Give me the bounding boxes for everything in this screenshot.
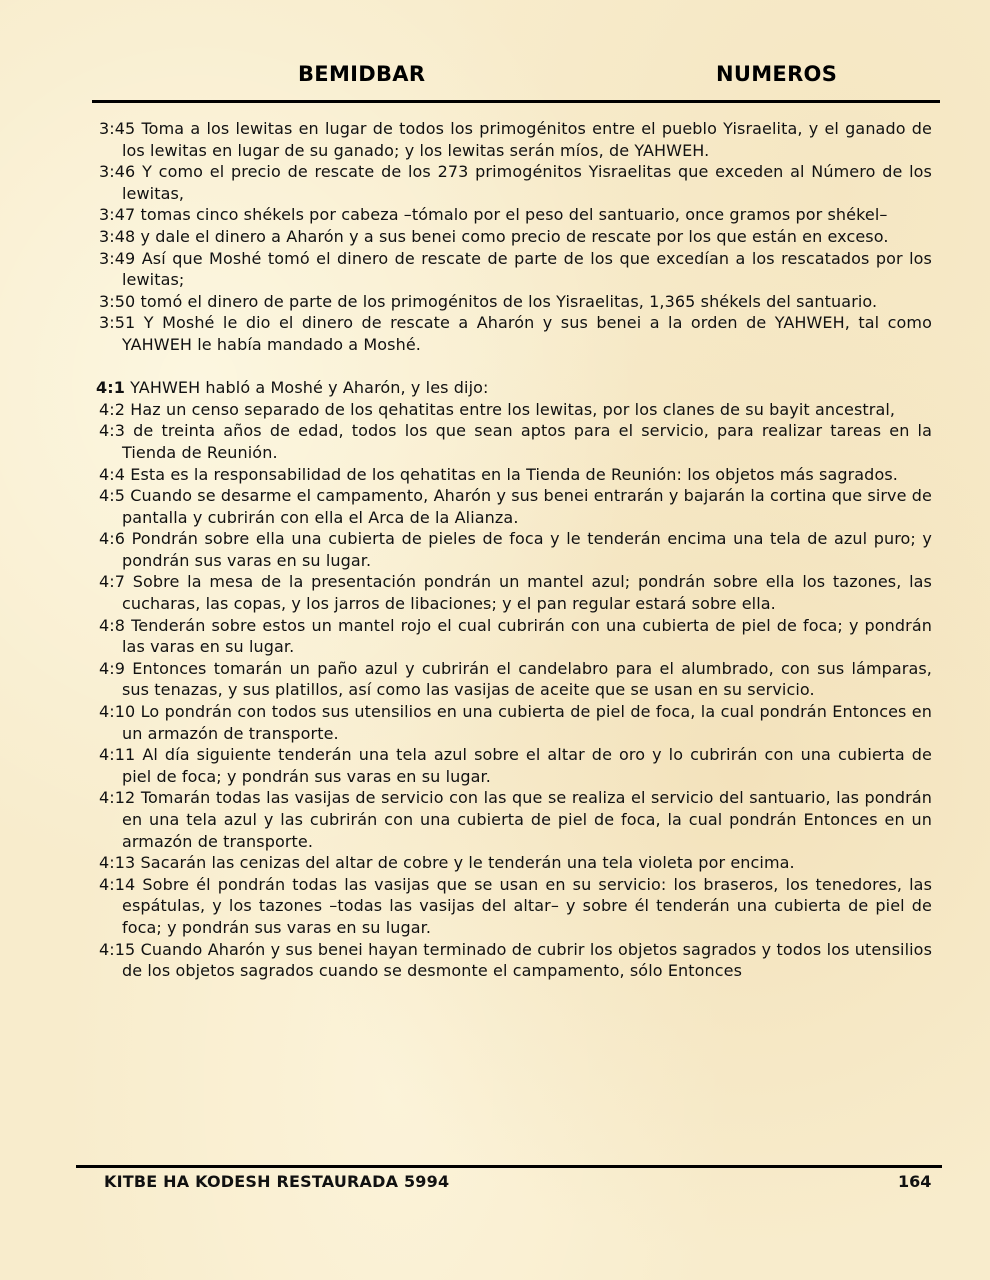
verse-text: Y como el precio de rescate de los 273 primogénitos Yisraelitas que exceden al Número de los lewitas, [122, 162, 932, 203]
verse-text: Toma a los lewitas en lugar de todos los primogénitos entre el pueblo Yisraelita, y el ganado de los lewitas en lugar de su ganado; y los lewitas serán míos, de YAHWEH. [122, 119, 932, 160]
verse [96, 939, 932, 982]
verse [96, 464, 932, 486]
verse-number: 4:12 [99, 788, 136, 808]
verse [96, 874, 932, 939]
verse [96, 226, 932, 248]
verse-text: de treinta años de edad, todos los que sean aptos para el servicio, para realizar tareas en la Tienda de Reunión. [122, 421, 932, 462]
verse-number: 3:51 [99, 313, 136, 333]
verse [96, 485, 932, 528]
verse [96, 161, 932, 204]
running-header-book-spanish: NUMEROS [716, 62, 838, 86]
verse-text: y dale el dinero a Aharón y a sus benei como precio de rescate por los que están en exceso. [140, 226, 889, 246]
verse-number: 3:45 [99, 119, 136, 138]
verse [96, 528, 932, 571]
verse-number: 4:2 [99, 399, 126, 419]
verse-number: 4:3 [99, 421, 126, 441]
verse-text: Así que Moshé tomó el dinero de rescate de parte de los que excedían a los rescatados por los lewitas; [122, 248, 932, 290]
verse [96, 204, 932, 226]
verse-text: Sobre él pondrán todas las vasijas que se usan en su servicio: los braseros, los tenedores, las espátulas, y los tazones –todas las vasijas del altar– y sobre él tenderán una cubierta de piel de foca; y pondrán sus varas en su lugar. [122, 874, 933, 937]
verse-number: 4:9 [99, 658, 126, 678]
verse-number: 4:7 [99, 572, 126, 592]
verse [96, 399, 932, 421]
chapter-verse-number: 4:1 [96, 378, 125, 398]
verse-text: Sobre la mesa de la presentación pondrán un mantel azul; pondrán sobre ella los tazones, las cucharas, las copas, y los jarros de libaciones; y el pan regular estará sobre ella. [122, 572, 932, 614]
verse-number: 4:15 [99, 939, 136, 959]
verse-text: Esta es la responsabilidad de los qehatitas en la Tienda de Reunión: los objetos más sagrados. [130, 464, 898, 484]
chapter-start-verse [96, 377, 932, 399]
scripture-body [96, 118, 932, 982]
footer-rule [76, 1165, 942, 1168]
verse [96, 248, 932, 291]
verse-text: Cuando Aharón y sus benei hayan terminado de cubrir los objetos sagrados y todos los utensilios de los objetos sagrados cuando se desmonte el campamento, sólo Entonces [122, 939, 933, 981]
verse [96, 852, 932, 874]
verse-text: Sacarán las cenizas del altar de cobre y le tenderán una tela violeta por encima. [140, 853, 795, 873]
verse-group-chapter-3 [96, 118, 932, 356]
verse-number: 3:48 [99, 226, 136, 246]
verse [96, 787, 932, 852]
verse-number: 4:11 [99, 745, 136, 765]
verse-number: 3:47 [99, 205, 136, 225]
verse [96, 615, 932, 658]
verse-number: 4:14 [99, 874, 136, 894]
verse-number: 3:50 [99, 291, 136, 311]
verse-number: 3:46 [99, 162, 136, 182]
verse-text: YAHWEH habló a Moshé y Aharón, y les dijo: [130, 378, 489, 398]
verse-text: Cuando se desarme el campamento, Aharón y sus benei entrarán y bajarán la cortina que sirve de pantalla y cubrirán con ella el Arca de la Alianza. [122, 486, 932, 527]
verse-number: 4:13 [99, 853, 136, 873]
verse-text: tomó el dinero de parte de los primogénitos de los Yisraelitas, 1,365 shékels del santuario. [140, 291, 878, 311]
verse [96, 658, 932, 701]
verse-text: Lo pondrán con todos sus utensilios en una cubierta de piel de foca, la cual pondrán Entonces en un armazón de transporte. [122, 702, 932, 743]
verse-text: tomas cinco shékels por cabeza –tómalo por el peso del santuario, once gramos por shékel– [140, 205, 888, 225]
verse-number: 4:10 [99, 702, 136, 722]
verse-text: Tenderán sobre estos un mantel rojo el cual cubrirán con una cubierta de piel de foca; y pondrán las varas en su lugar. [122, 615, 933, 657]
verse [96, 420, 932, 463]
chapter-spacer [96, 356, 932, 378]
verse-text: Y Moshé le dio el dinero de rescate a Aharón y sus benei a la orden de YAHWEH, tal como YAHWEH le había mandado a Moshé. [122, 313, 932, 354]
verse [96, 118, 932, 161]
verse-text: Entonces tomarán un paño azul y cubrirán el candelabro para el alumbrado, con sus lámparas, sus tenazas, y sus platillos, así como las vasijas de aceite que se usan en su servicio. [122, 658, 932, 700]
verse-text: Tomarán todas las vasijas de servicio con las que se realiza el servicio del santuario, las pondrán en una tela azul y las cubrirán con una cubierta de piel de foca, la cual pondrán Entonces en un armazón de transporte. [122, 788, 932, 851]
verse-number: 4:4 [99, 464, 126, 484]
verse [96, 744, 932, 787]
verse [96, 291, 932, 313]
verse-group-chapter-4 [96, 377, 932, 982]
verse-text: Haz un censo separado de los qehatitas entre los lewitas, por los clanes de su bayit ancestral, [130, 399, 896, 419]
verse-text: Pondrán sobre ella una cubierta de pieles de foca y le tenderán encima una tela de azul puro; y pondrán sus varas en su lugar. [122, 529, 933, 570]
verse [96, 571, 932, 614]
running-header-book-hebrew: BEMIDBAR [298, 62, 426, 86]
verse-number: 4:6 [99, 529, 126, 549]
footer-title: KITBE HA KODESH RESTAURADA 5994 [104, 1172, 450, 1191]
verse [96, 312, 932, 355]
verse-number: 3:49 [99, 248, 136, 268]
page-number: 164 [898, 1172, 932, 1191]
verse [96, 701, 932, 744]
verse-text: Al día siguiente tenderán una tela azul sobre el altar de oro y lo cubrirán con una cubierta de piel de foca; y pondrán sus varas en su lugar. [122, 745, 932, 786]
header-rule [92, 100, 940, 103]
verse-number: 4:8 [99, 615, 126, 635]
verse-number: 4:5 [99, 486, 126, 506]
